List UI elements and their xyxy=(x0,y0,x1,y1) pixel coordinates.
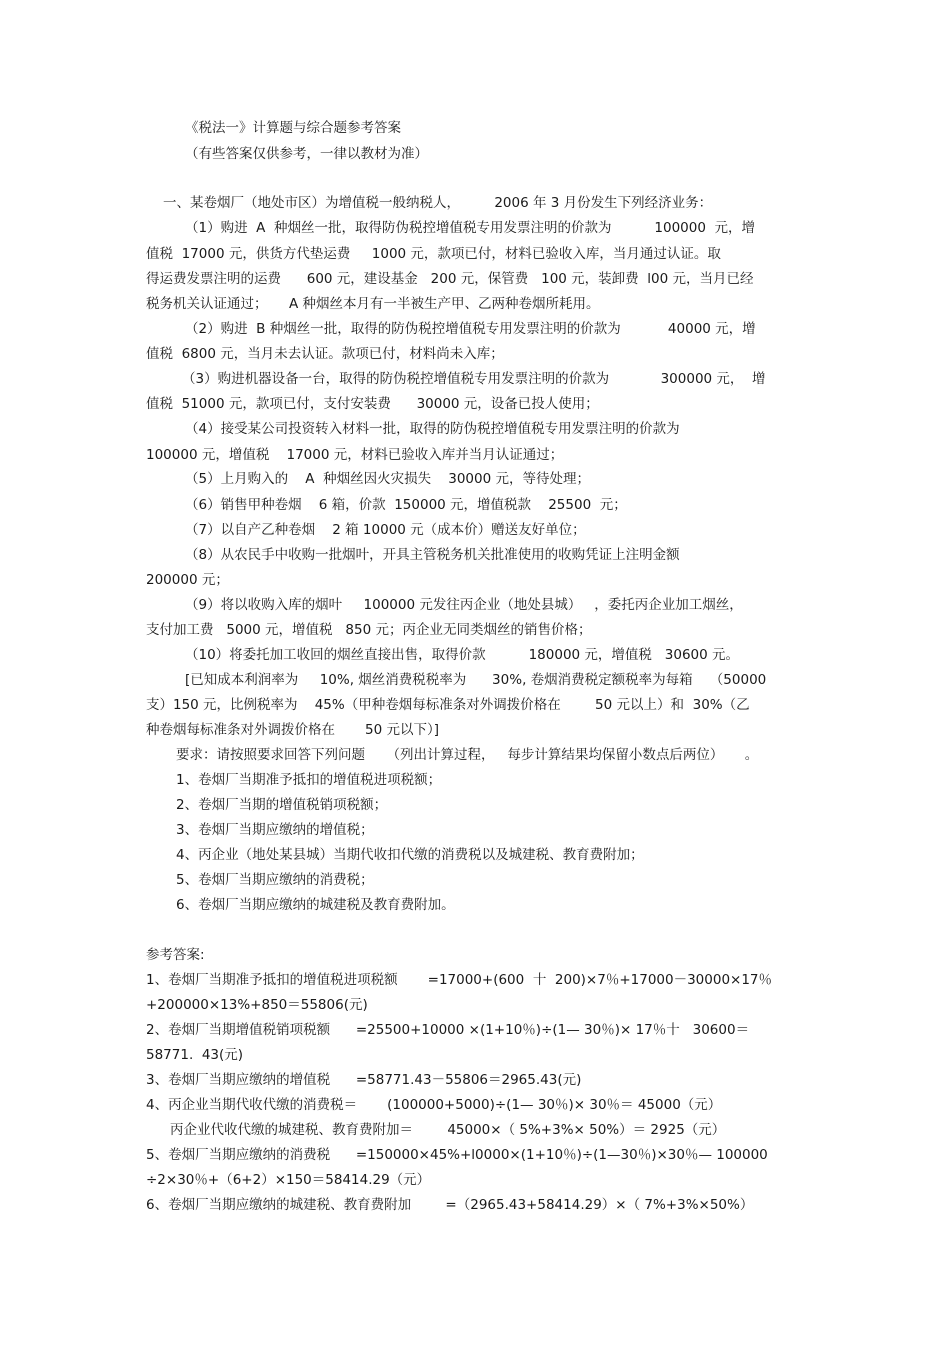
problem-line: （9）将以收购入库的烟叶 100000 元发往丙企业（地处县城） ，委托丙企业加工烟丝， xyxy=(185,597,743,613)
question-item: 4、丙企业（地处某县城）当期代收扣代缴的消费税以及城建税、教育费附加； xyxy=(176,847,644,863)
answer-line: 6、卷烟厂当期应缴纳的城建税、教育费附加 =（2965.43+58414.29）×（ 7%+3%×50%） xyxy=(146,1197,754,1213)
problem-line: （3）购进机器设备一台，取得的防伪税控增值税专用发票注明的价款为 300000 元， 增 xyxy=(182,371,766,387)
problem-line: 种卷烟每标准条对外调拨价格在 50 元以下）] xyxy=(146,722,440,738)
answer-line: 58771. 43(元) xyxy=(146,1047,244,1063)
problem-line: 值税 6800 元，当月未去认证。款项已付，材料尚未入库； xyxy=(146,346,504,362)
question-item: 3、卷烟厂当期应缴纳的增值税； xyxy=(176,822,374,838)
answer-line: 丙企业代收代缴的城建税、教育费附加＝ 45000×（ 5%+3%× 50%）＝ 2925（元） xyxy=(170,1122,726,1138)
problem-line: 税务机关认证通过； A 种烟丝本月有一半被生产甲、乙两种卷烟所耗用。 xyxy=(146,296,600,312)
problem-line: （8）从农民手中收购一批烟叶，开具主管税务机关批准使用的收购凭证上注明金额 xyxy=(185,547,680,563)
problem-line: [已知成本利润率为 10%, 烟丝消费税税率为 30%, 卷烟消费税定额税率为每箱 （50000 xyxy=(185,672,767,688)
problem-line: 支付加工费 5000 元，增值税 850 元；丙企业无同类烟丝的销售价格； xyxy=(146,622,592,638)
answer-line: 4、丙企业当期代收代缴的消费税＝ (100000+5000)÷(1— 30％)× 30％＝ 45000（元） xyxy=(146,1097,722,1113)
answers-heading: 参考答案: xyxy=(146,947,205,963)
problem-line: 支）150 元，比例税率为 45%（甲种卷烟每标准条对外调拨价格在 50 元以上）和 30%（乙 xyxy=(146,697,750,713)
document-subtitle: （有些答案仅供参考，一律以教材为准） xyxy=(185,146,428,162)
problem-line: （6）销售甲种卷烟 6 箱，价款 150000 元，增值税款 25500 元； xyxy=(185,497,627,513)
problem-line: （4）接受某公司投资转入材料一批，取得的防伪税控增值税专用发票注明的价款为 xyxy=(185,421,680,437)
question-item: 6、卷烟厂当期应缴纳的城建税及教育费附加。 xyxy=(176,897,455,913)
problem-line: 200000 元； xyxy=(146,572,229,588)
question-item: 2、卷烟厂当期的增值税销项税额； xyxy=(176,797,388,813)
answer-line: 1、卷烟厂当期准予抵扣的增值税进项税额 =17000+(600 十 200)×7％+17000－30000×17％ xyxy=(146,972,773,988)
answer-line: +200000×13%+850＝55806(元) xyxy=(146,997,368,1013)
problem-line: 一、某卷烟厂（地处市区）为增值税一般纳税人， 2006 年 3 月份发生下列经济业务： xyxy=(163,195,713,211)
problem-line: （5）上月购入的 A 种烟丝因火灾损失 30000 元，等待处理； xyxy=(185,471,590,487)
question-item: 5、卷烟厂当期应缴纳的消费税； xyxy=(176,872,374,888)
problem-line: 得运费发票注明的运费 600 元，建设基金 200 元，保管费 100 元，装卸费 l00 元，当月已经 xyxy=(146,271,754,287)
answer-line: 3、卷烟厂当期应缴纳的增值税 =58771.43－55806＝2965.43(元) xyxy=(146,1072,582,1088)
document-title: 《税法一》计算题与综合题参考答案 xyxy=(185,120,401,136)
problem-line: 100000 元，增值税 17000 元，材料已验收入库并当月认证通过； xyxy=(146,447,564,463)
requirements-line: 要求：请按照要求回答下列问题 （列出计算过程， 每步计算结果均保留小数点后两位） 。 xyxy=(176,747,759,763)
problem-line: （7）以自产乙种卷烟 2 箱 10000 元（成本价）赠送友好单位； xyxy=(185,522,586,538)
problem-line: （2）购进 B 种烟丝一批，取得的防伪税控增值税专用发票注明的价款为 40000 元，增 xyxy=(185,321,756,337)
problem-line: 值税 51000 元，款项已付，支付安装费 30000 元，设备已投人使用； xyxy=(146,396,599,412)
question-item: 1、卷烟厂当期准予抵扣的增值税进项税额； xyxy=(176,772,442,788)
answer-line: 2、卷烟厂当期增值税销项税额 =25500+10000 ×(1+10％)÷(1— 30％)× 17％十 30600＝ xyxy=(146,1022,750,1038)
problem-line: （1）购进 A 种烟丝一批，取得防伪税控增值税专用发票注明的价款为 100000 元，增 xyxy=(185,220,756,236)
answer-line: 5、卷烟厂当期应缴纳的消费税 =150000×45%+l0000×(1+10％)÷(1—30％)×30％— 100000 xyxy=(146,1147,768,1163)
answer-line: ÷2×30％+（6+2）×150＝58414.29（元） xyxy=(146,1172,431,1188)
problem-line: （10）将委托加工收回的烟丝直接出售，取得价款 180000 元，增值税 30600 元。 xyxy=(185,647,740,663)
problem-line: 值税 17000 元，供货方代垫运费 1000 元，款项已付，材料已验收入库，当月通过认证。取 xyxy=(146,246,721,262)
